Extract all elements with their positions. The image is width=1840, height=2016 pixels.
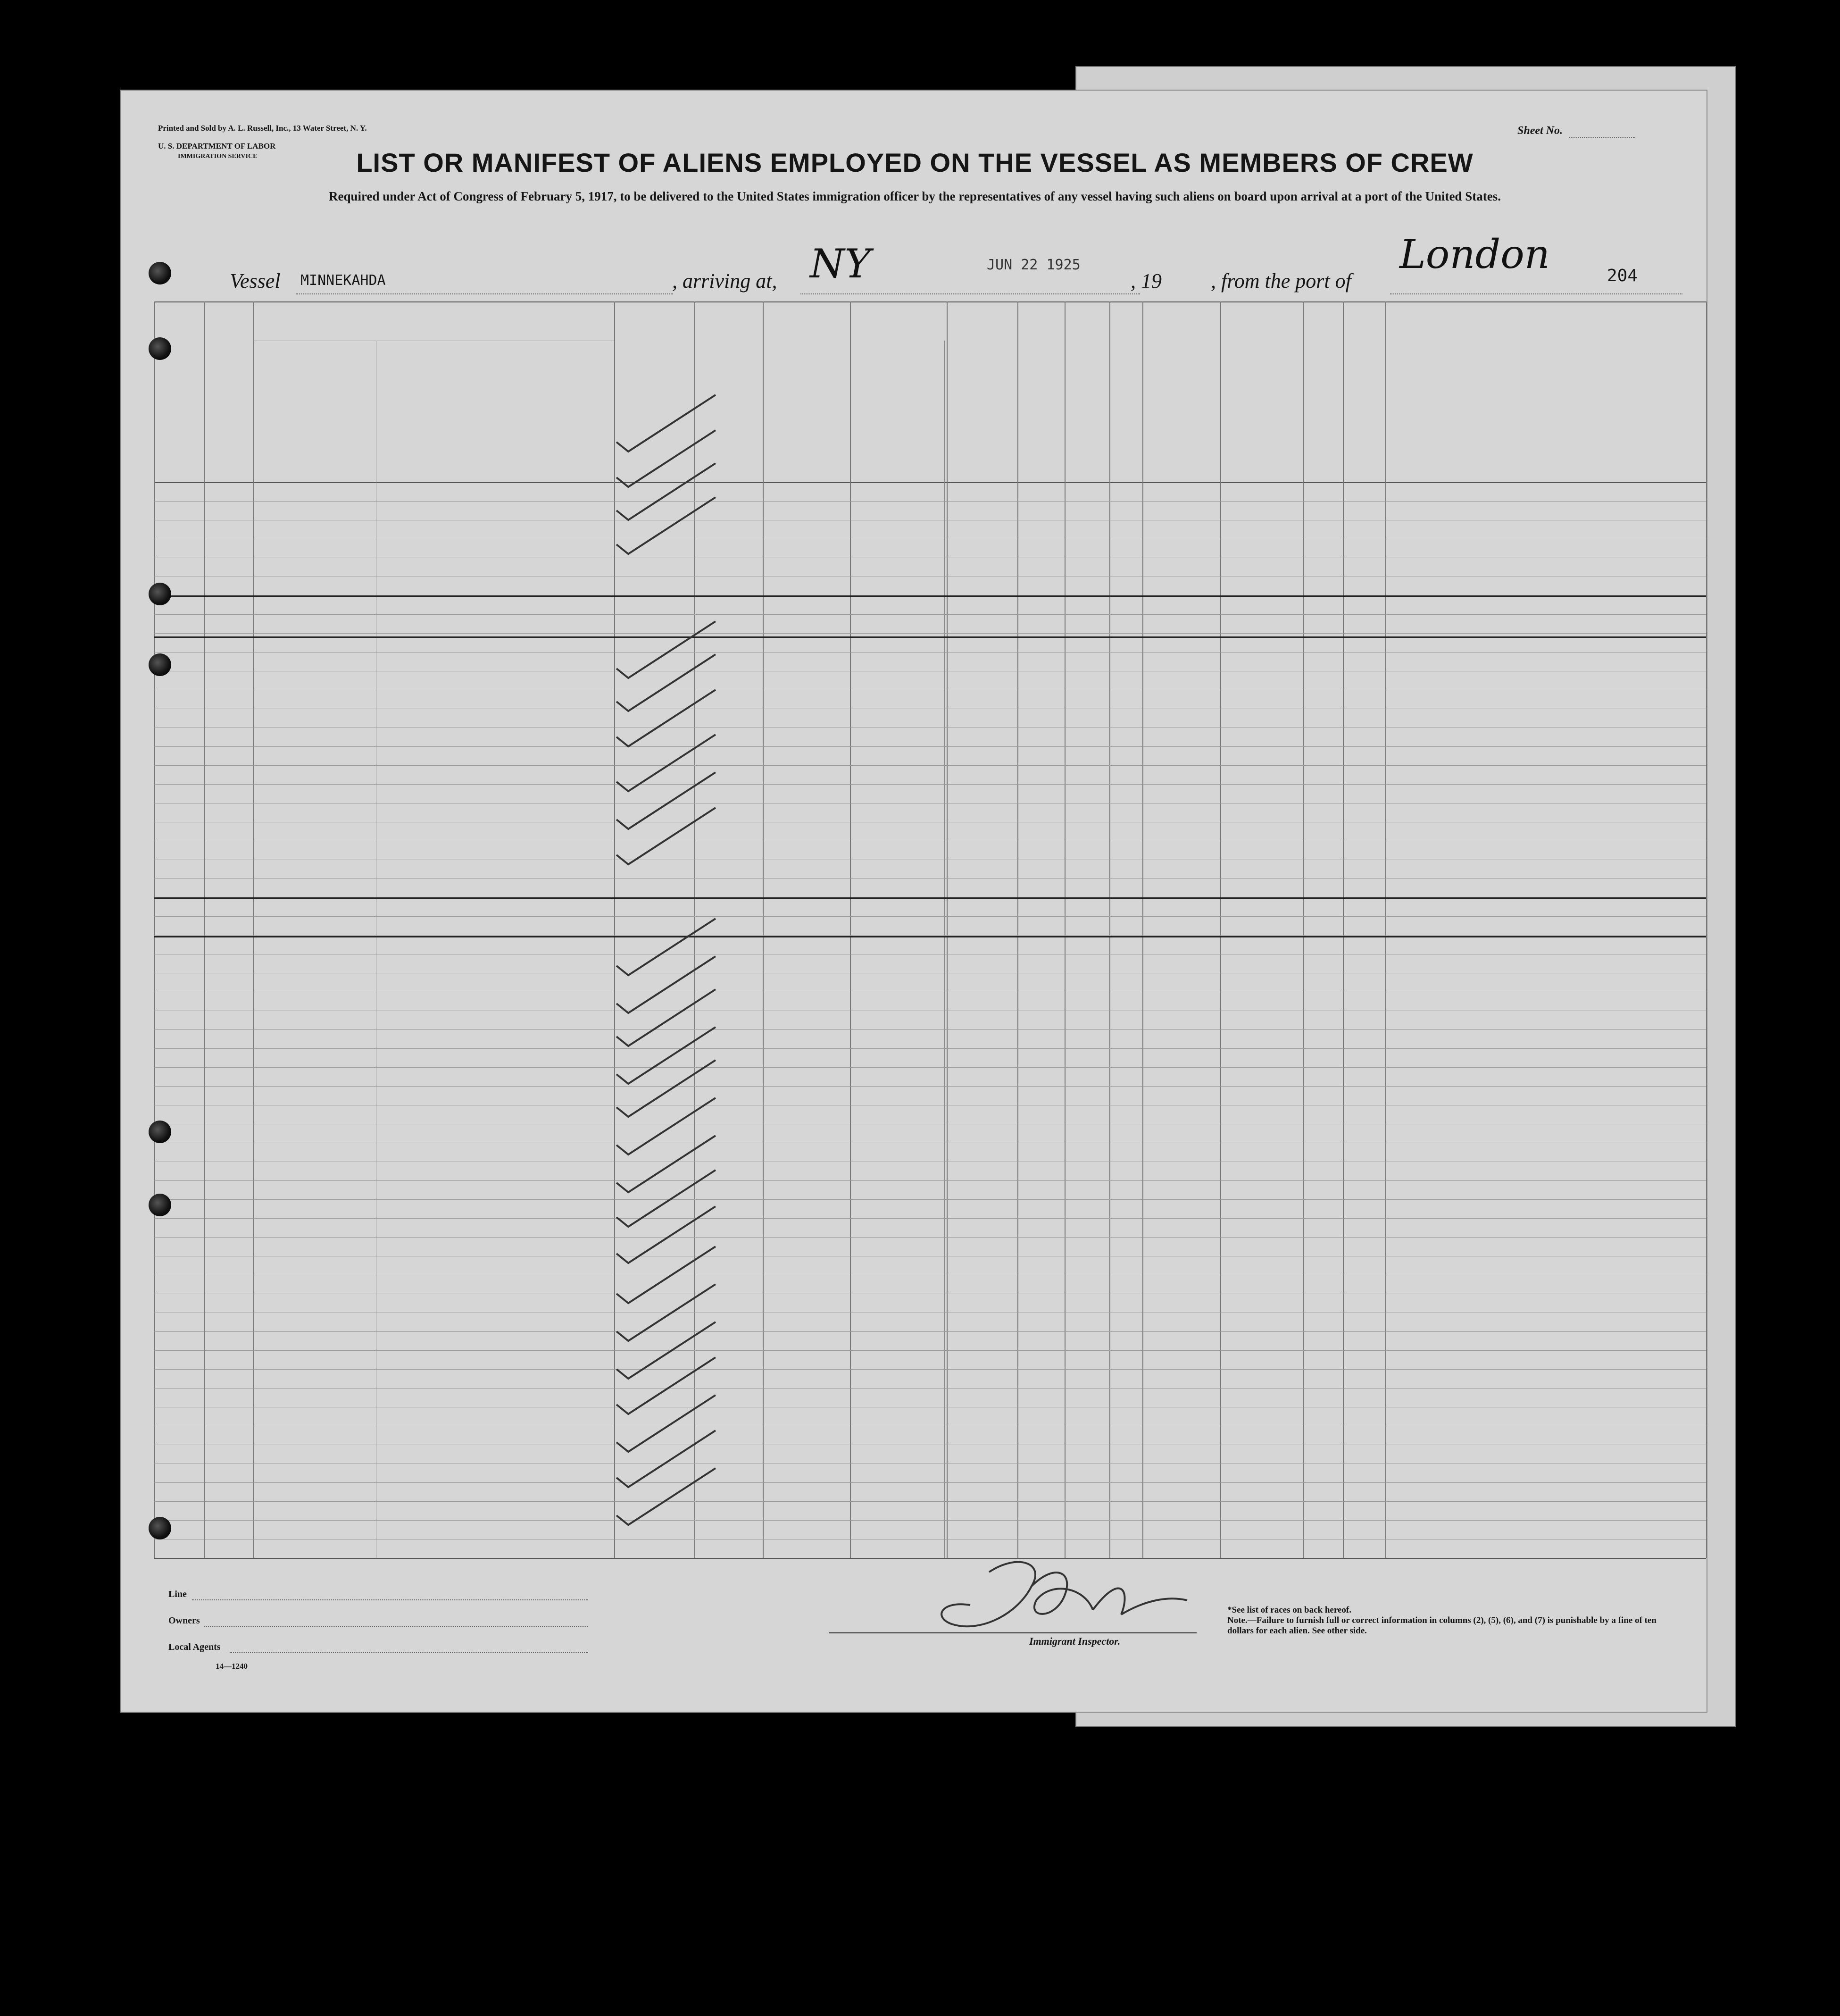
page-title: LIST OR MANIFEST OF ALIENS EMPLOYED ON THE VESSEL AS MEMBERS OF CREW [356, 148, 1474, 177]
check-mark [616, 808, 716, 864]
punch-hole [149, 1517, 171, 1539]
check-mark [616, 497, 716, 554]
check-mark [616, 690, 716, 746]
check-mark [616, 1395, 716, 1452]
department-label: U. S. DEPARTMENT OF LABOR [158, 142, 276, 151]
owners-label: Owners [168, 1615, 200, 1626]
check-mark [616, 1027, 716, 1084]
punch-hole [149, 1121, 171, 1143]
crew-table [121, 91, 1708, 1714]
arriving-port: NY [810, 241, 871, 287]
vessel-name: MINNEKAHDA [300, 272, 386, 289]
check-mark [616, 463, 716, 520]
races-note: *See list of races on back hereof. [1227, 1605, 1351, 1615]
check-mark [616, 956, 716, 1013]
line-field [192, 1599, 588, 1600]
punch-hole [149, 262, 171, 284]
punch-hole [149, 583, 171, 605]
printer-line: Printed and Sold by A. L. Russell, Inc., 13 Water Street, N. Y. [158, 124, 367, 133]
check-mark [616, 654, 716, 711]
handwritten-check-marks [121, 91, 1708, 1714]
check-mark [616, 772, 716, 829]
punch-hole [149, 653, 171, 676]
check-mark [616, 1170, 716, 1227]
line-label: Line [168, 1589, 187, 1599]
inspector-line [829, 1632, 1197, 1633]
inspector-label: Immigrant Inspector. [1029, 1635, 1121, 1647]
page-subtitle: Required under Act of Congress of February 5, 1917, to be delivered to the United States immigration officer by the representatives of any vessel having such aliens on board upon arrival at a port of the United States. [329, 189, 1501, 203]
date-stamp: JUN 22 1925 [987, 257, 1081, 273]
sheet-no-label: Sheet No. [1517, 125, 1563, 137]
punch-hole [149, 337, 171, 360]
owners-field [204, 1626, 588, 1627]
check-mark [616, 395, 716, 452]
service-label: IMMIGRATION SERVICE [178, 153, 258, 160]
check-mark [616, 1468, 716, 1525]
page-number: 204 [1607, 266, 1638, 285]
vessel-label: Vessel [230, 269, 281, 293]
footer-form-number: 14—1240 [216, 1662, 248, 1671]
check-mark [616, 1322, 716, 1379]
from-port-label: , from the port of [1211, 269, 1351, 293]
penalty-note: Note.—Failure to furnish full or correct information in columns (2), (5), (6), and (7) is punishable by a fine of ten dollars for each alien. See other side. [1227, 1615, 1657, 1636]
local-agents-label: Local Agents [168, 1642, 221, 1652]
punch-hole [149, 1194, 171, 1216]
arriving-label: , arriving at, [672, 269, 777, 293]
check-mark [616, 1206, 716, 1263]
local-agents-field [230, 1652, 588, 1653]
manifest-sheet [120, 90, 1707, 1713]
check-mark [616, 621, 716, 678]
year-label: , 19 [1131, 269, 1162, 293]
from-port: London [1399, 231, 1550, 277]
check-mark [616, 1136, 716, 1192]
check-mark [616, 430, 716, 487]
